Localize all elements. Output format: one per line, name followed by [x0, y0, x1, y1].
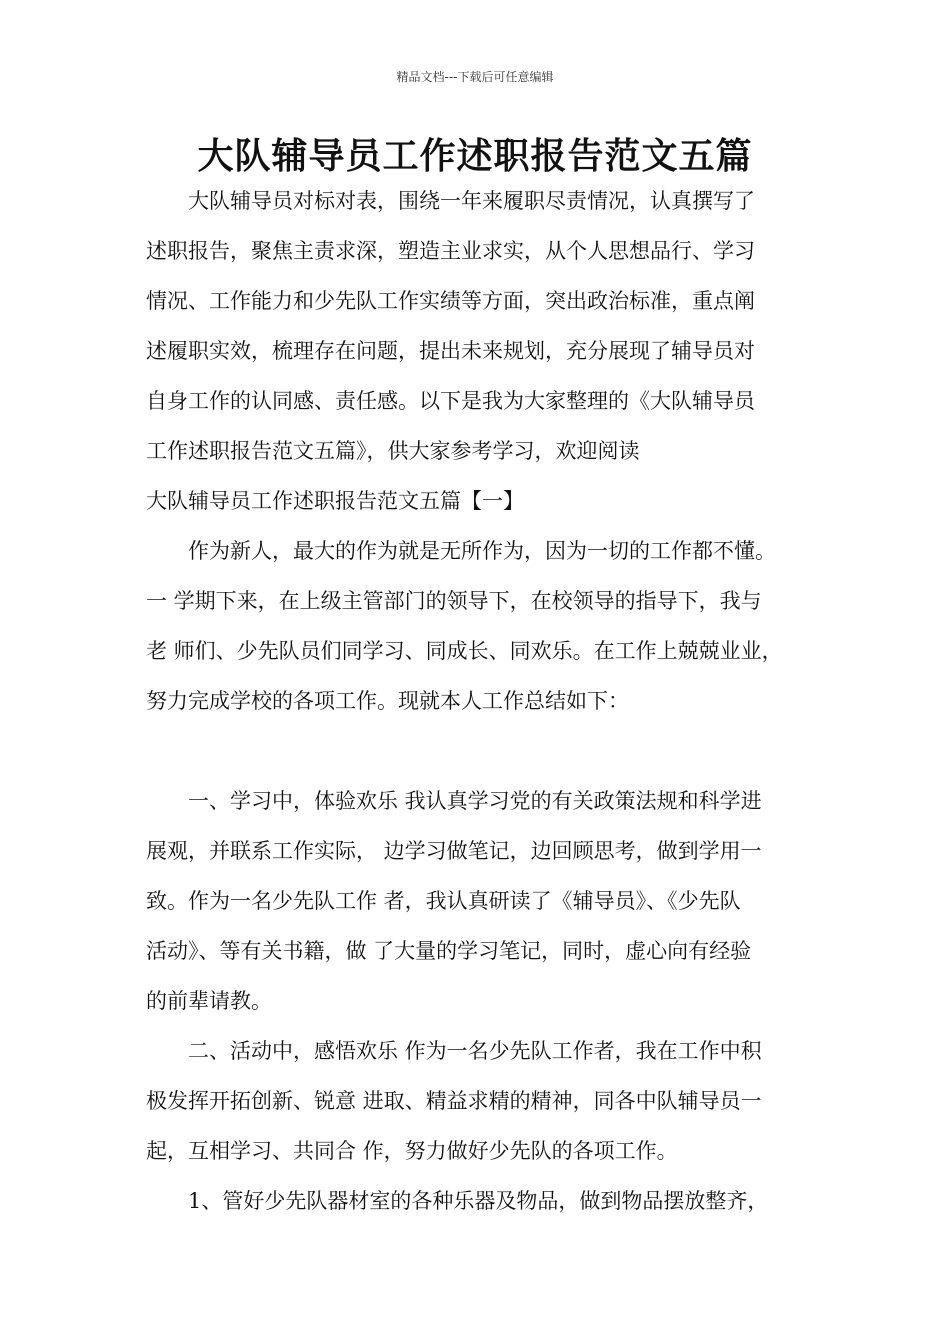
paragraph-line: 起，互相学习、共同合 作，努力做好少先队的各项工作。 [146, 1139, 678, 1163]
intro-line-6: 工作述职报告范文五篇》，供大家参考学习，欢迎阅读 [146, 439, 640, 463]
paragraph-line: 的前辈请教。 [146, 989, 272, 1013]
paragraph-line: 1、管好少先队器材室的各种乐器及物品，做到物品摆放整齐， [188, 1189, 769, 1213]
paragraph-line: 极发挥开拓创新、锐意 进取、精益求精的精神，同各中队辅导员一 [146, 1089, 762, 1113]
paragraph-line: 活动》、等有关书籍，做 了大量的学习笔记，同时，虚心向有经验 [146, 939, 752, 963]
document-title: 大队辅导员工作述职报告范文五篇 [197, 136, 753, 177]
section-heading: 大队辅导员工作述职报告范文五篇【一】 [146, 489, 524, 513]
paragraph-line: 二、活动中，感悟欢乐 作为一名少先队工作者，我在工作中积 [188, 1039, 762, 1063]
paragraph-line: 展观，并联系工作实际， 边学习做笔记，边回顾思考，做到学用一 [146, 839, 762, 863]
paragraph-line: 一、学习中，体验欢乐 我认真学习党的有关政策法规和科学进 [188, 789, 762, 813]
paragraph-line: 努力完成学校的各项工作。现就本人工作总结如下： [146, 689, 629, 713]
intro-line-4: 述履职实效，梳理存在问题，提出未来规划，充分展现了辅导员对 [146, 339, 755, 363]
intro-line-1: 大队辅导员对标对表，围绕一年来履职尽责情况，认真撰写了 [188, 189, 755, 213]
paragraph-line: 致。作为一名少先队工作 者，我认真研读了《辅导员》、《少先队 [146, 889, 741, 913]
paragraph-line: 一 学期下来，在上级主管部门的领导下，在校领导的指导下，我与 [146, 589, 762, 613]
header-note: 精品文档---下载后可任意编辑 [396, 70, 554, 84]
intro-line-3: 情况、工作能力和少先队工作实绩等方面，突出政治标准，重点阐 [146, 289, 755, 313]
intro-line-5: 自身工作的认同感、责任感。以下是我为大家整理的《大队辅导员 [146, 389, 755, 413]
intro-line-2: 述职报告，聚焦主责求深，塑造主业求实，从个人思想品行、学习 [146, 239, 755, 263]
paragraph-line: 作为新人，最大的作为就是无所作为，因为一切的工作都不懂。 [188, 539, 776, 563]
paragraph-line: 老 师们、少先队员们同学习、同成长、同欢乐。在工作上兢兢业业， [146, 639, 783, 663]
